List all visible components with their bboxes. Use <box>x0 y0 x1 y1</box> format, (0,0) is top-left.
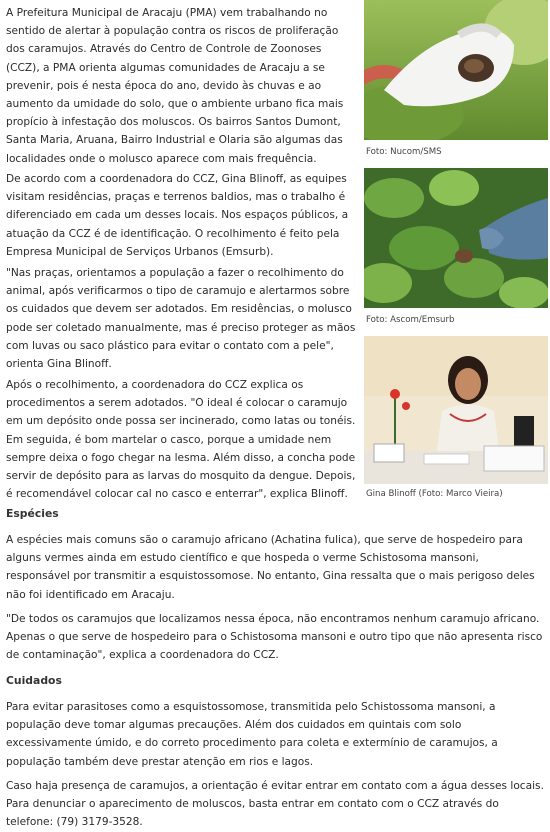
paragraph-precaucoes: Para evitar parasitoses como a esquistossomose, transmitida pelo Schistossoma mansoni, a população deve tomar algumas precauções. Além dos cuidados em quintais com solo excessivamente úmido, e do correto procedimento para coleta e extermínio de caramujos, a população também deve prestar atenção em rios e lagos. <box>6 701 498 768</box>
heading-especies: Espécies <box>6 507 59 520</box>
caption-photo1: Foto: Nucom/SMS <box>366 147 442 157</box>
paragraph-intro: A Prefeitura Municipal de Aracaju (PMA) vem trabalhando no sentido de alertar à população contra os riscos de proliferação dos caramujos. Através do Centro de Controle de Zoonoses (CCZ), a PMA orienta algumas comunidades de Aracaju a se prevenir, pois é nesta época do ano, devido às chuvas e ao aumento da umidade do solo, que o ambiente urbano fica mais propício à infestação dos moluscos. Os bairros Santos Dumont, Santa Maria, Aruana, Bairro Industrial e Olaria são algumas das localidades onde o molusco aparece com mais frequência. <box>6 7 344 165</box>
paragraph-ccz-coordinator: De acordo com a coordenadora do CCZ, Gina Blinoff, as equipes visitam residências, praças e terrenos baldios, mas o trabalho é diferenciado em cada um desses locais. Nos espaços públicos, a atuação da CCZ é de identificação. O recolhimento é feito pela Empresa Municipal de Serviços Urbanos (Emsurb). <box>6 173 349 258</box>
paragraph-procedures: Após o recolhimento, a coordenadora do CCZ explica os procedimentos a serem adotados. "O ideal é colocar o caramujo em um depósito onde possa ser incinerado, como latas ou tonéis. Em seguida, é bom martelar o casco, porque a umidade nem sempre deixa o fogo chegar na lesma. Além disso, a concha pode servir de depósito para as larvas do mosquito da dengue. Depois, é recomendável colocar cal no casco e enterrar", explica Blinoff. <box>6 379 356 501</box>
caption-photo2: Foto: Ascom/Emsurb <box>366 315 455 325</box>
photo-gina-blinoff <box>364 336 548 484</box>
paragraph-especies: A espécies mais comuns são o caramujo africano (Achatina fulica), que serve de hospedeiro para alguns vermes ainda em estudo científico e que hospeda o verme Schistosoma mansoni, responsável por transmitir a esquistossomose. No entanto, Gina ressalta que o mais perigoso deles não foi identificado em Aracaju. <box>6 534 535 601</box>
photo-gloved-hand-snail <box>364 0 548 140</box>
paragraph-contato: Caso haja presença de caramujos, a orientação é evitar entrar em contato com a água desses locais. Para denunciar o aparecimento de moluscos, basta entrar em contato com o CCZ através do telefone: (79) 3179-3528. <box>6 780 544 829</box>
caption-photo3: Gina Blinoff (Foto: Marco Vieira) <box>366 489 503 499</box>
heading-cuidados: Cuidados <box>6 674 62 687</box>
photo-plants-gloved-hand <box>364 168 548 308</box>
paragraph-quote-caramujos: "De todos os caramujos que localizamos nessa época, não encontramos nenhum caramujo africano. Apenas o que serve de hospedeiro para o Schistosoma mansoni e outro tipo que não apresenta risco de contaminação", explica a coordenadora do CCZ. <box>6 613 543 662</box>
paragraph-quote-pracas: "Nas praças, orientamos a população a fazer o recolhimento do animal, após verificarmos o tipo de caramujo e alertarmos sobre os cuidados que devem ser adotados. Em residências, o molusco pode ser coletado manualmente, mas é preciso proteger as mãos com luvas ou saco plástico para evitar o contato com a pele", orienta Gina Blinoff. <box>6 267 356 371</box>
